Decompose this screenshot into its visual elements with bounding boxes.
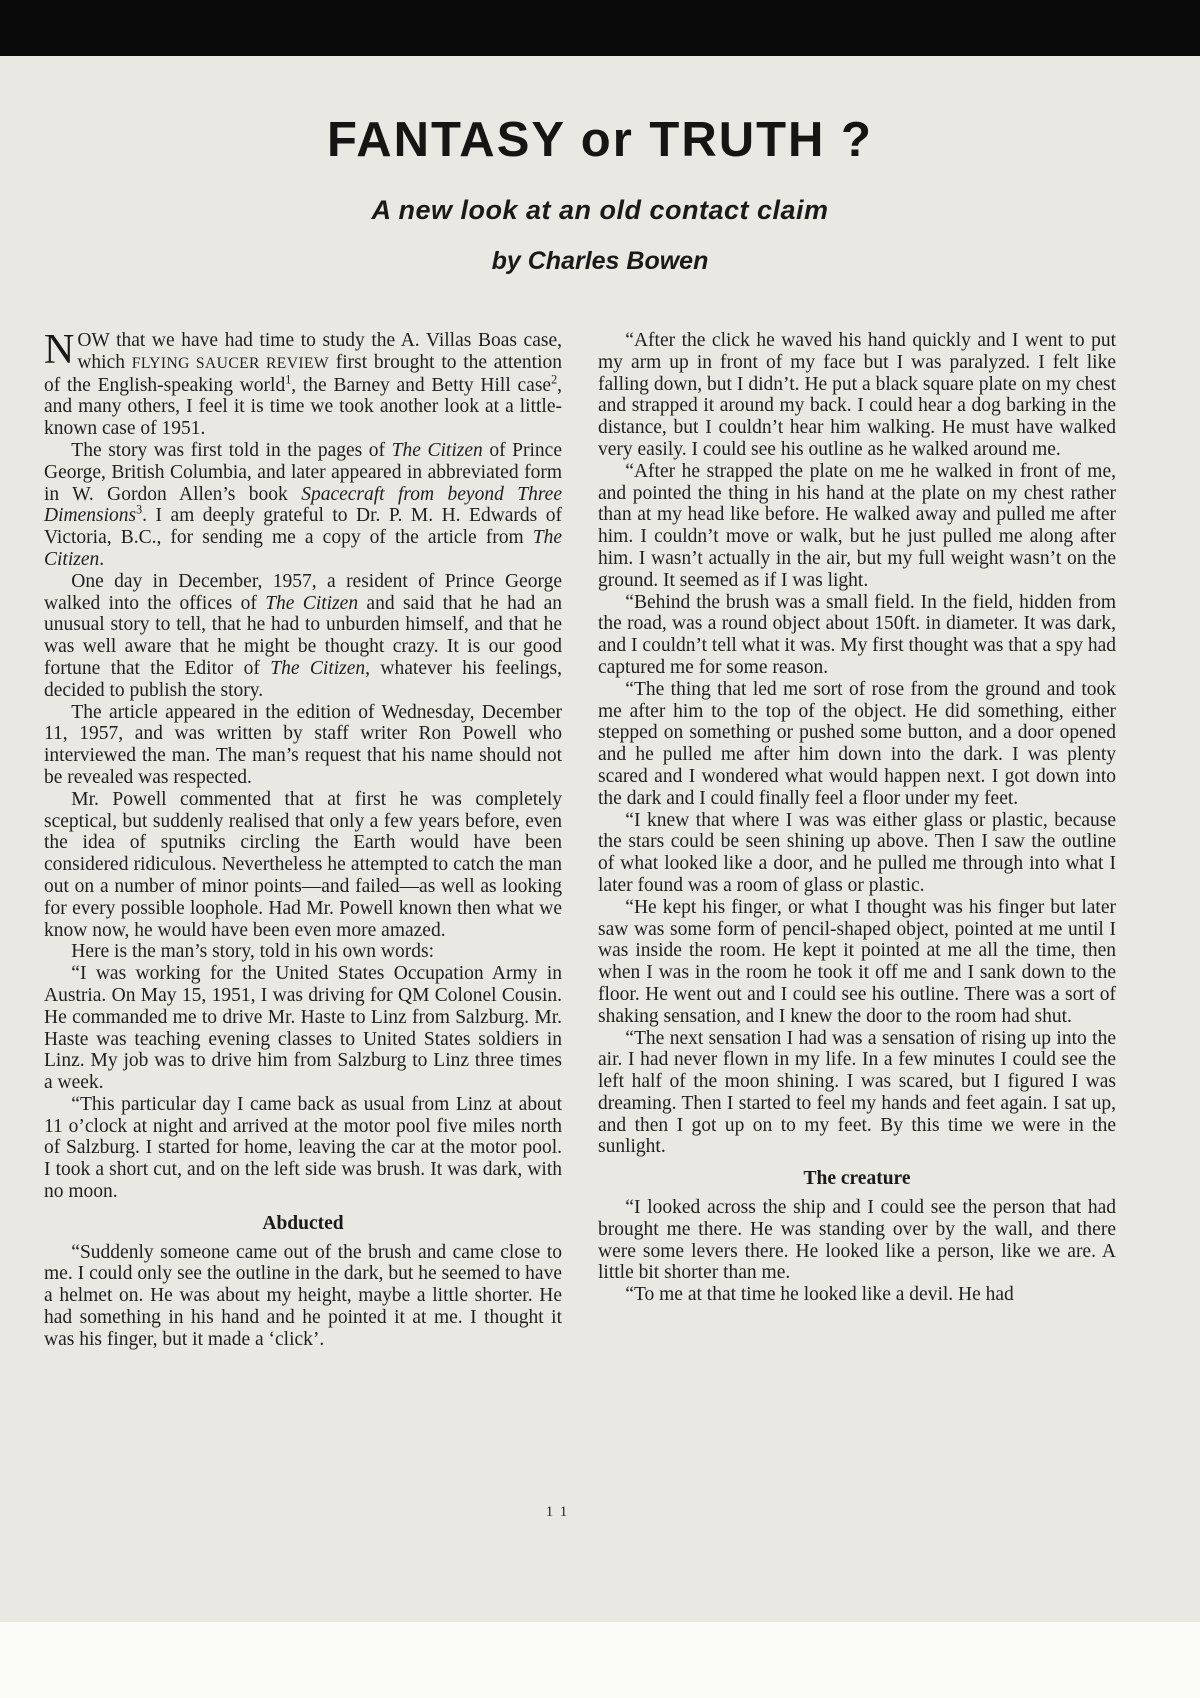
paragraph: Mr. Powell commented that at first he was completely sceptical, but suddenly realised that only a few years before, even the idea of sputniks circling the Earth would have been considered ridiculous. Nevertheless he attempted to catch the man out on a number of minor points—and failed—as well as looking for every possible loophole. Had Mr. Powell known then what we know now, he would have been even more amazed.: [44, 788, 562, 941]
paragraph: “He kept his finger, or what I thought was his finger but later saw was some form of pencil-shaped object, pointed at me until I was inside the room. He kept it pointed at me all the time, then when I was in the room he took it off me and I sank down to the floor. He went out and I could see his outline. There was a sort of shaking sensation, and I knew the door to the room had shut.: [598, 896, 1116, 1027]
paragraph: “Suddenly someone came out of the brush and came close to me. I could only see the outline in the dark, but he seemed to have a helmet on. He was about my height, maybe a little shorter. He had something in his hand and he pointed it at me. I thought it was his finger, but it made a ‘click’.: [44, 1241, 562, 1350]
top-scan-bar: [0, 0, 1200, 56]
paragraph: “The thing that led me sort of rose from the ground and took me after him to the top of the object. He did something, either stepped on something or pushed some button, and a door opened and he pulled me after him down into the dark. I was plenty scared and I wondered what would happen next. I got down into the dark and I could finally feel a floor under my feet.: [598, 678, 1116, 809]
paragraph: NOW that we have had time to study the A. Villas Boas case, which FLYING SAUCER REVIEW first brought to the attention of the English-speaking world$^1$, the Barney and Betty Hill case$^2$, and many others, I feel it is time we took another look at a little-known case of 1951.: [44, 327, 563, 440]
paragraph: “I was working for the United States Occupation Army in Austria. On May 15, 1951, I was driving for QM Colonel Cousin. He commanded me to drive Mr. Haste to Linz from Salzburg. Mr. Haste was teaching evening classes to United States soldiers in Linz. My job was to drive him from Salzburg to Linz three times a week.: [44, 963, 562, 1094]
paragraph: “I knew that where I was was either glass or plastic, because the stars could be seen shining up above. Then I saw the outline of what looked like a door, and he pulled me through into what I later found was a room of glass or plastic.: [598, 809, 1116, 896]
paragraph: “Behind the brush was a small field. In the field, hidden from the road, was a round object about 150ft. in diameter. It was dark, and I couldn’t tell what it was. My first thought was that a spy had captured me for some reason.: [598, 591, 1116, 678]
paragraph: One day in December, 1957, a resident of Prince George walked into the offices of The Citizen and said that he had an unusual story to tell, that he had to unburden himself, and that he was well aware that he might be thought crazy. It is our good fortune that the Editor of The Citizen, whatever his feelings, decided to publish the story.: [44, 570, 562, 701]
right-column: [598, 330, 1116, 1351]
paragraph: Here is the man’s story, told in his own words:: [71, 941, 434, 963]
magazine-page: [0, 56, 1200, 1622]
article-body: [44, 327, 1116, 1351]
paragraph: “To me at that time he looked like a devil. He had: [625, 1284, 1014, 1306]
paragraph: “The next sensation I had was a sensation of rising up into the air. I had never flown in my life. In a few minutes I could see the left half of the moon shining. I was scared, but I figured I was dreaming. Then I started to feel my hands and feet again. I sat up, and then I got up on to my feet. By this time we were in the sunlight.: [598, 1027, 1116, 1158]
paragraph: “After the click he waved his hand quickly and I went to put my arm up in front of my face but I was paralyzed. I felt like falling down, but I didn’t. He put a black square plate on my chest and strapped it around my back. I could hear a dog barking in the distance, but I couldn’t hear him walking. He must have walked very easily. I could see his outline as he walked around me.: [598, 330, 1116, 460]
byline: by Charles Bowen: [491, 247, 709, 275]
paragraph: “After he strapped the plate on me he walked in front of me, and pointed the thing in his hand at the plate on my chest rather than at my head like before. He walked away and pulled me after him. I couldn’t move or walk, but he just pulled me along after him. I wasn’t actually in the air, but my full weight wasn’t on the ground. It seemed as if I was light.: [598, 460, 1116, 591]
page-title: FANTASY or TRUTH ?: [327, 113, 873, 167]
paragraph: The story was first told in the pages of The Citizen of Prince George, British Columbia, and later appeared in abbreviated form in W. Gordon Allen’s book Spacecraft from beyond Three Dimensions$^3$. I am deeply grateful to Dr. P. M. H. Edwards of Victoria, B.C., for sending me a copy of the article from The Citizen.: [44, 439, 562, 570]
section-heading: The creature: [803, 1168, 911, 1190]
drop-cap: N: [44, 327, 75, 373]
section-heading: Abducted: [262, 1212, 344, 1234]
paragraph: The article appeared in the edition of Wednesday, December 11, 1957, and was written by staff writer Ron Powell who interviewed the man. The man’s request that his name should not be revealed was respected.: [44, 701, 562, 788]
page-number: 11: [545, 1504, 575, 1520]
masthead: [0, 56, 1200, 276]
left-column: [44, 327, 563, 1351]
paragraph: “This particular day I came back as usual from Linz at about 11 o’clock at night and arrived at the motor pool five miles north of Salzburg. I started for home, leaving the car at the motor pool. I took a short cut, and on the left side was brush. It was dark, with no moon.: [44, 1093, 562, 1203]
page-subtitle: A new look at an old contact claim: [371, 195, 829, 225]
paragraph: “I looked across the ship and I could see the person that had brought me there. He was standing over by the wall, and there were some levers there. He looked like a person, like we are. A little bit shorter than me.: [598, 1197, 1116, 1284]
